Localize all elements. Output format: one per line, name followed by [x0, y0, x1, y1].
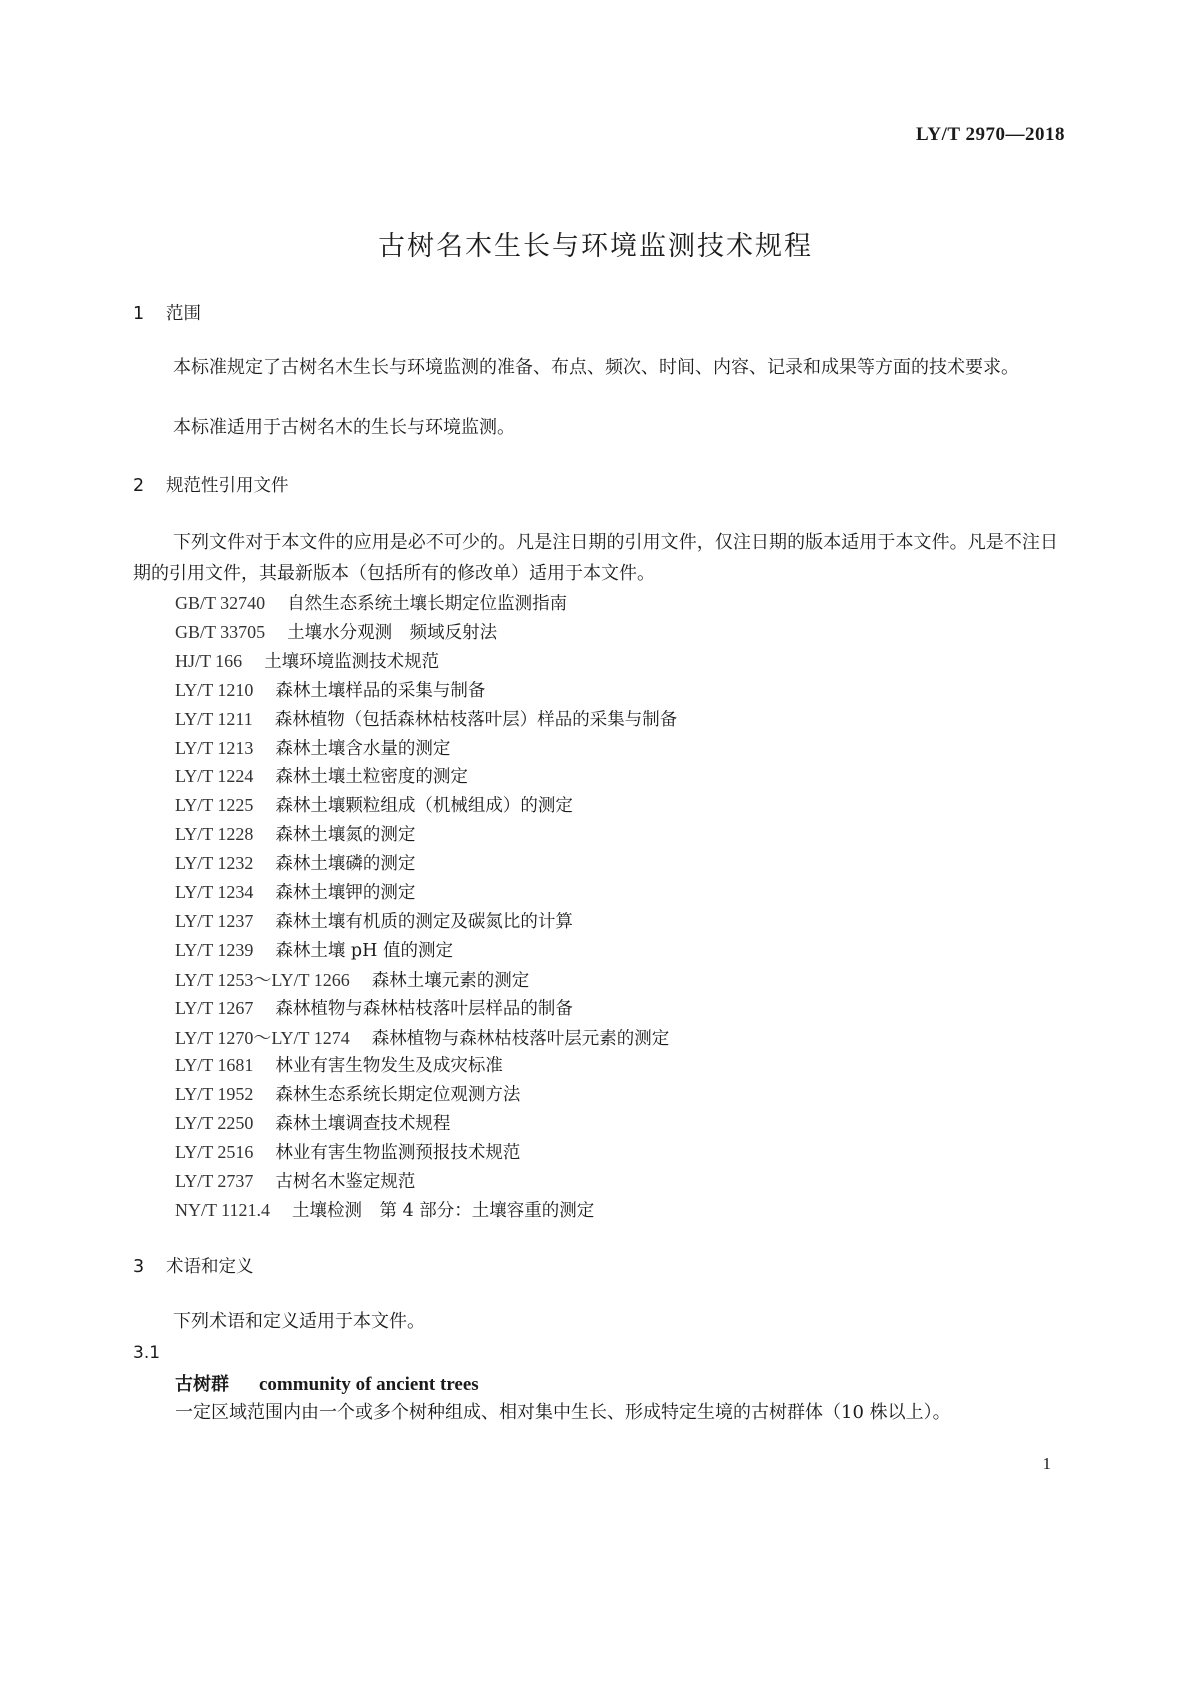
- reference-code: LY/T 1213: [175, 737, 254, 758]
- document-title: 古树名木生长与环境监测技术规程: [378, 231, 813, 262]
- reference-item: [175, 1168, 415, 1193]
- section-3-intro: 下列术语和定义适用于本文件。: [173, 1311, 425, 1332]
- reference-item: [175, 648, 439, 673]
- reference-title: 自然生态系统土壤长期定位监测指南: [287, 594, 568, 614]
- reference-code: LY/T 1267: [175, 997, 254, 1018]
- reference-item: [175, 908, 573, 933]
- reference-title: 森林生态系统长期定位观测方法: [275, 1085, 521, 1106]
- reference-code: LY/T 1237: [175, 910, 254, 931]
- section-3-heading: [133, 1253, 254, 1278]
- reference-item: [175, 850, 415, 875]
- reference-item: [175, 937, 453, 962]
- term-number: 3.1: [133, 1343, 161, 1363]
- reference-title: 森林土壤调查技术规程: [275, 1114, 451, 1135]
- reference-item: [175, 995, 573, 1020]
- reference-code: HJ/T 166: [175, 650, 243, 671]
- reference-code: LY/T 1681: [175, 1055, 254, 1076]
- reference-title: 森林土壤有机质的测定及碳氮比的计算: [275, 911, 573, 932]
- section-2-heading: [133, 472, 289, 497]
- section-1-heading: [133, 300, 201, 325]
- section-number: 1: [133, 304, 145, 324]
- reference-code: LY/T 1270～LY/T 1274: [175, 1027, 350, 1048]
- reference-item: [175, 966, 529, 992]
- term-definition: 一定区域范围内由一个或多个树种组成、相对集中生长、形成特定生境的古树群体（10 株以上）。: [175, 1402, 951, 1423]
- reference-code: LY/T 1228: [175, 824, 254, 845]
- reference-title: 森林土壤元素的测定: [371, 970, 530, 991]
- reference-item: [175, 1197, 594, 1222]
- reference-item: [175, 763, 468, 788]
- reference-item: [175, 879, 415, 904]
- reference-code: LY/T 1210: [175, 679, 254, 700]
- section-number: 3: [133, 1257, 145, 1277]
- reference-title: 森林植物与森林枯枝落叶层样品的制备: [275, 998, 573, 1019]
- reference-code: LY/T 1225: [175, 795, 254, 816]
- reference-item: [175, 619, 497, 644]
- reference-code: GB/T 32740: [175, 593, 266, 613]
- reference-code: GB/T 33705: [175, 621, 266, 642]
- term-chinese: 古树群: [175, 1374, 229, 1395]
- reference-code: LY/T 2737: [175, 1171, 254, 1191]
- section-1-paragraph-2: 本标准适用于古树名木的生长与环境监测。: [173, 417, 515, 438]
- term-english: community of ancient trees: [259, 1374, 479, 1395]
- reference-title: 土壤检测 第 4 部分：土壤容重的测定: [292, 1200, 595, 1221]
- reference-title: 森林土壤颗粒组成（机械组成）的测定: [275, 796, 573, 817]
- reference-code: LY/T 1224: [175, 766, 254, 787]
- reference-code: NY/T 1121.4: [175, 1199, 271, 1220]
- reference-title: 森林土壤含水量的测定: [275, 738, 451, 759]
- reference-code: LY/T 1239: [175, 939, 254, 960]
- reference-code: LY/T 1211: [175, 708, 253, 729]
- reference-code: LY/T 2516: [175, 1142, 254, 1163]
- reference-title: 森林土壤土粒密度的测定: [275, 767, 468, 788]
- reference-title: 森林土壤磷的测定: [275, 854, 416, 875]
- reference-code: LY/T 2250: [175, 1113, 254, 1134]
- section-number: 2: [133, 476, 145, 496]
- reference-code: LY/T 1253～LY/T 1266: [175, 969, 350, 990]
- reference-item: [175, 1024, 669, 1050]
- page-number: 1: [1042, 1454, 1051, 1473]
- reference-code: LY/T 1232: [175, 853, 254, 874]
- reference-title: 森林土壤钾的测定: [275, 883, 416, 903]
- reference-code: LY/T 1234: [175, 882, 254, 902]
- reference-item: [175, 706, 677, 731]
- reference-item: [175, 792, 573, 817]
- section-title: 范围: [166, 304, 201, 324]
- reference-title: 土壤水分观测 频域反射法: [287, 622, 498, 643]
- section-title: 术语和定义: [166, 1257, 254, 1277]
- reference-title: 森林植物与森林枯枝落叶层元素的测定: [371, 1028, 670, 1049]
- reference-item: [175, 1081, 520, 1106]
- term-heading: [175, 1370, 479, 1396]
- standard-code: LY/T 2970—2018: [915, 124, 1065, 145]
- reference-title: 古树名木鉴定规范: [275, 1172, 416, 1192]
- reference-title: 森林植物（包括森林枯枝落叶层）样品的采集与制备: [274, 709, 678, 730]
- reference-item: [175, 821, 415, 846]
- section-title: 规范性引用文件: [166, 476, 289, 496]
- reference-item: [175, 1110, 450, 1135]
- reference-title: 森林土壤氮的测定: [275, 825, 416, 846]
- section-2-intro: 下列文件对于本文件的应用是必不可少的。凡是注日期的引用文件，仅注日期的版本适用于本文件。凡是不注日期的引用文件，其最新版本（包括所有的修改单）适用于本文件。: [133, 532, 1058, 584]
- reference-item: [175, 1052, 503, 1077]
- reference-item: [175, 1139, 520, 1164]
- reference-item: [175, 735, 450, 760]
- reference-code: LY/T 1952: [175, 1084, 254, 1105]
- reference-title: 林业有害生物发生及成灾标准: [275, 1056, 503, 1077]
- reference-item: [175, 590, 567, 615]
- reference-title: 森林土壤 pH 值的测定: [275, 940, 453, 961]
- reference-title: 森林土壤样品的采集与制备: [275, 680, 486, 701]
- reference-title: 林业有害生物监测预报技术规范: [275, 1143, 521, 1164]
- reference-title: 土壤环境监测技术规范: [264, 651, 440, 672]
- reference-item: [175, 677, 485, 702]
- section-1-paragraph-1: 本标准规定了古树名木生长与环境监测的准备、布点、频次、时间、内容、记录和成果等方面的技术要求。: [173, 357, 1019, 378]
